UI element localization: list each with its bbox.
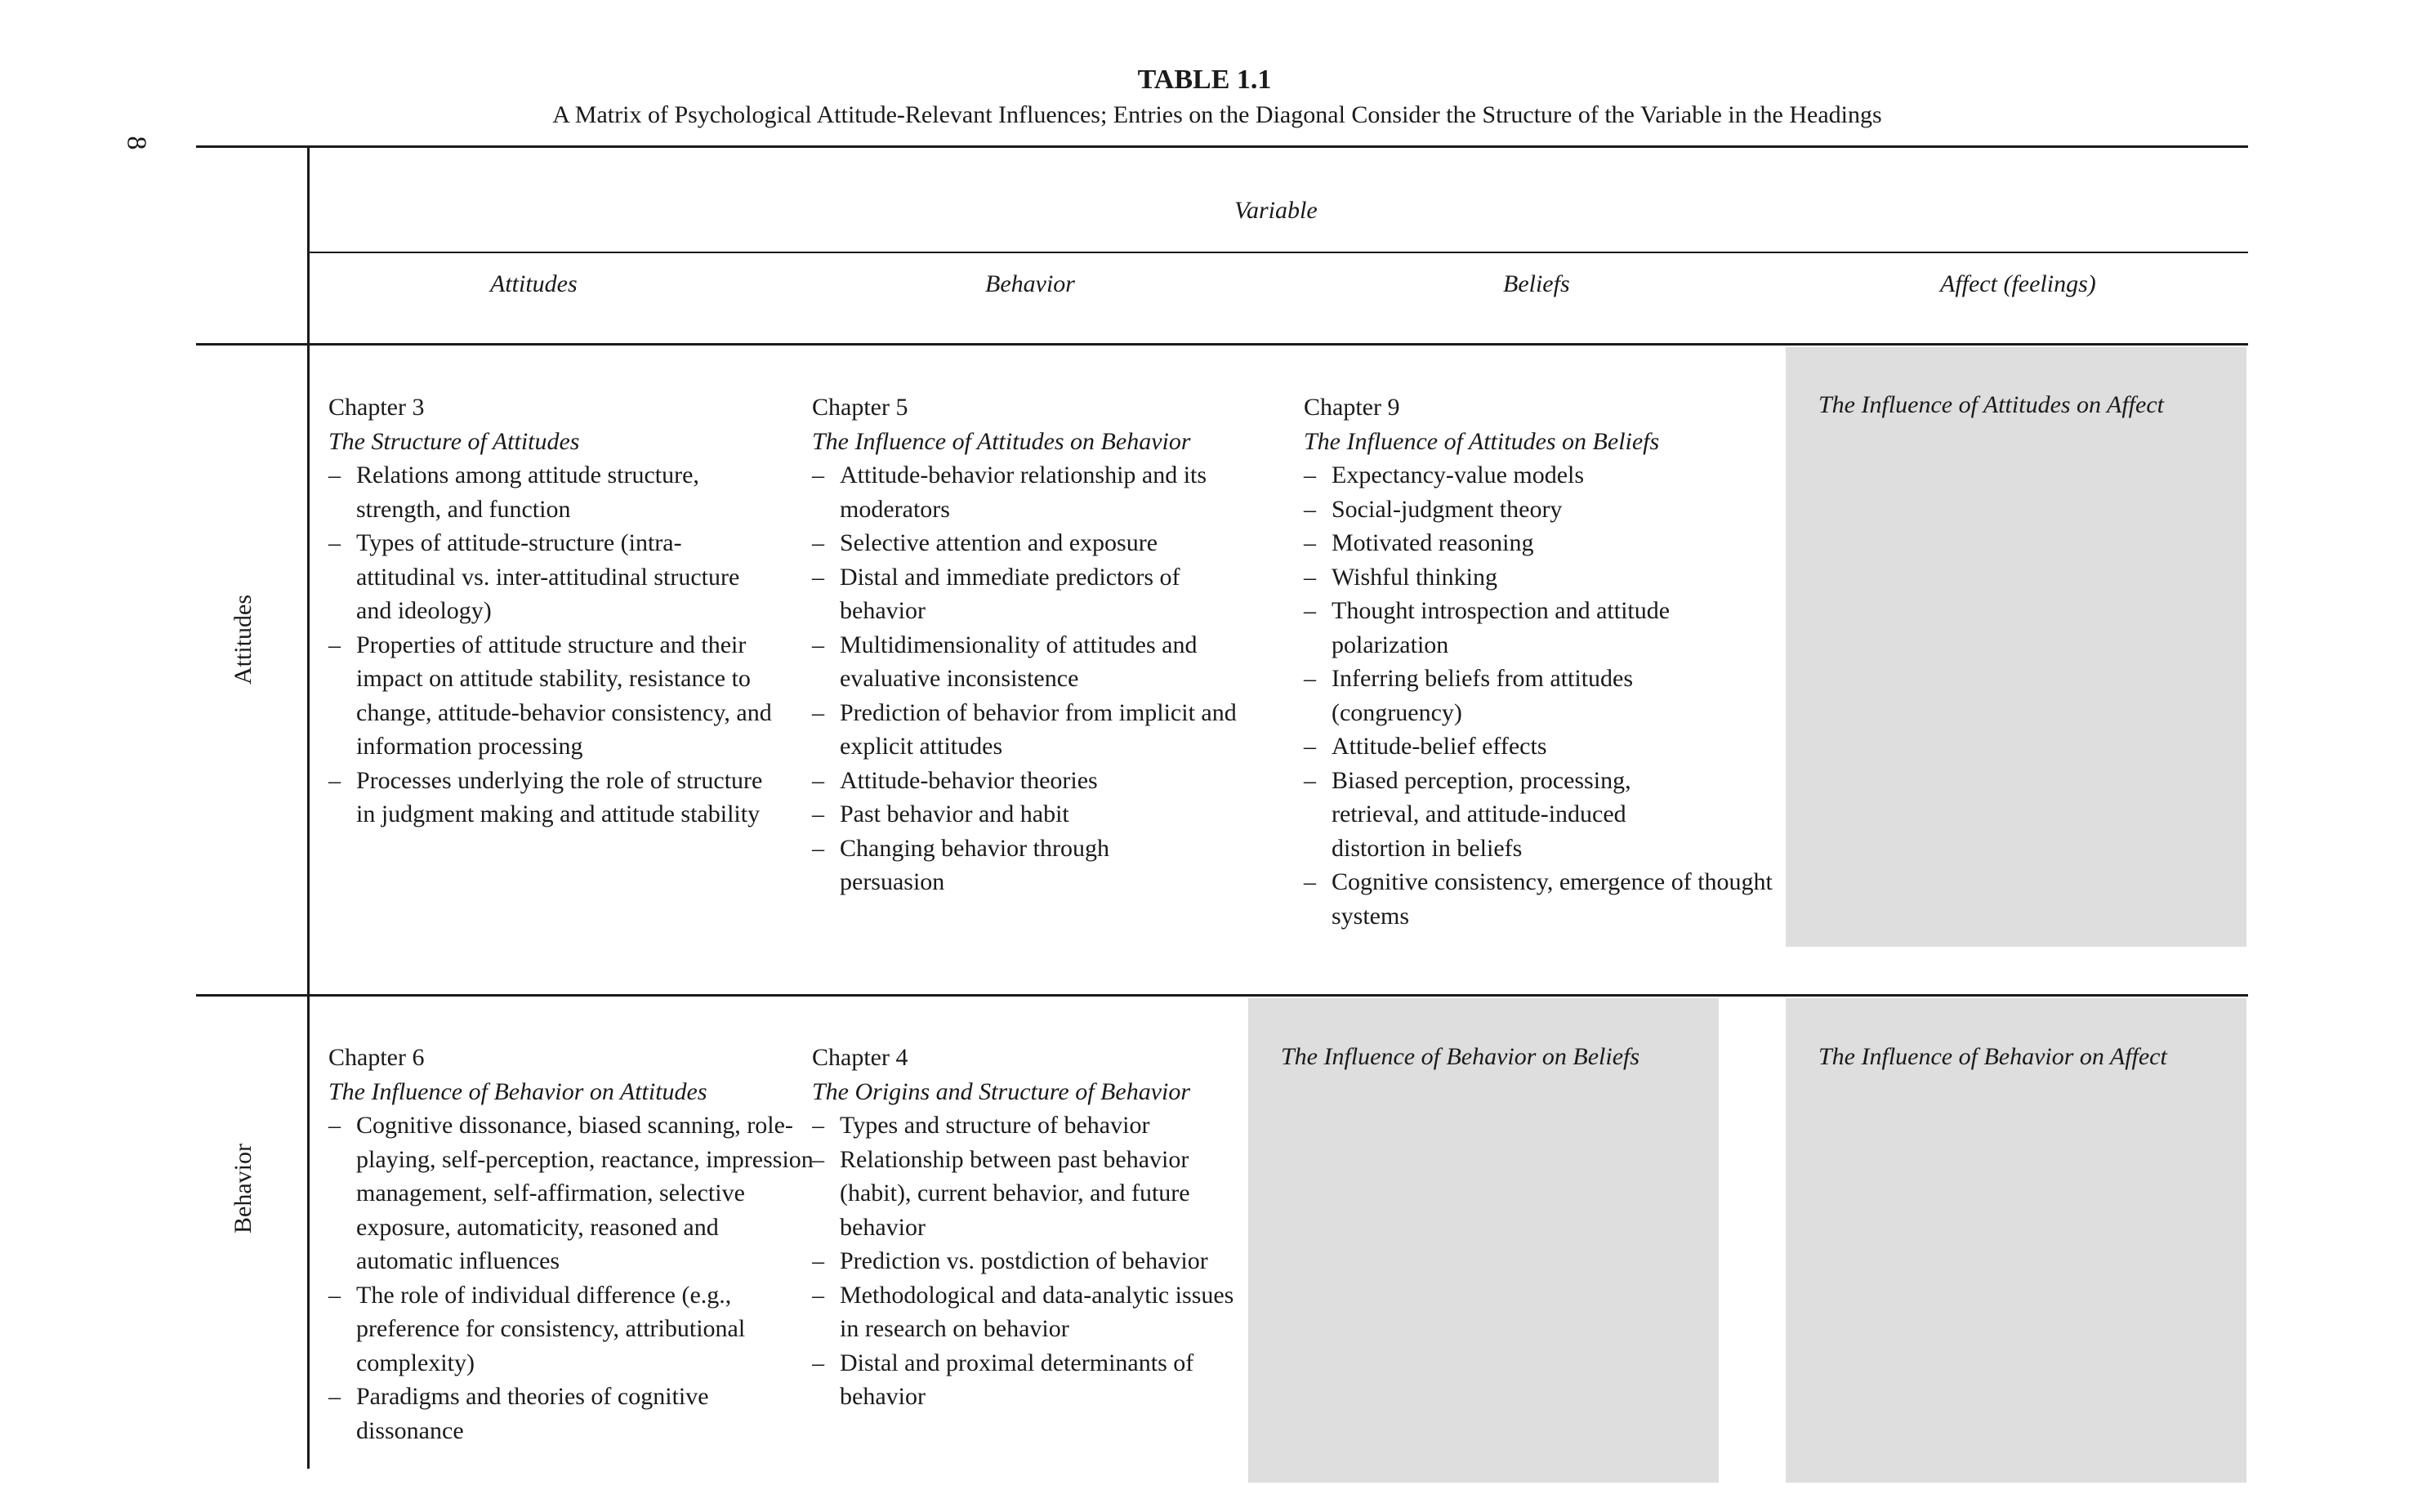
- chapter-subtitle: The Structure of Attitudes: [328, 427, 580, 455]
- topic-list: [328, 458, 786, 832]
- list-item: – Wishful thinking: [1304, 560, 1773, 595]
- list-item: – Social-judgment theory: [1304, 493, 1773, 527]
- row-header-attitudes: Attitudes: [230, 595, 257, 685]
- list-item: – Relationship between past behavior (habit), current behavior, and future behavior: [812, 1143, 1245, 1245]
- row-divider-rule: [196, 994, 2248, 997]
- list-item: – Multidimensionality of attitudes and evaluative inconsistence: [812, 628, 1281, 696]
- topic-list: [812, 1108, 1245, 1414]
- spanner-rule: [307, 252, 2248, 253]
- table-title: TABLE 1.1: [1137, 65, 1272, 95]
- list-item: – Motivated reasoning: [1304, 526, 1773, 560]
- list-item: – Relations among attitude structure, strength, and function: [328, 458, 781, 526]
- list-item: – Types of attitude-structure (intra-attitudinal vs. inter-attitudinal structure and ideology): [328, 526, 781, 628]
- cell-attitudes-beliefs: [1304, 390, 1773, 933]
- column-header-affect: Affect (feelings): [1940, 270, 2096, 297]
- chapter-label: Chapter 9: [1304, 394, 1400, 421]
- list-item: – Expectancy-value models: [1304, 458, 1773, 493]
- chapter-label: Chapter 6: [328, 1044, 425, 1071]
- topic-list: [812, 458, 1269, 899]
- list-item: – Changing behavior through persuasion: [812, 832, 1191, 899]
- list-item: – Distal and immediate predictors of behavior: [812, 560, 1248, 628]
- list-item: – Types and structure of behavior: [812, 1108, 1245, 1143]
- list-item: – Cognitive consistency, emergence of thought systems: [1304, 865, 1789, 933]
- chapter-label: Chapter 5: [812, 394, 908, 421]
- chapter-subtitle: The Influence of Attitudes on Beliefs: [1304, 427, 1660, 455]
- cell-behavior-attitudes: [328, 1041, 814, 1447]
- cell-attitudes-behavior: [812, 390, 1269, 899]
- list-item: – Selective attention and exposure: [812, 526, 1297, 560]
- list-item: – Methodological and data-analytic issues in research on behavior: [812, 1278, 1245, 1346]
- list-item: – Properties of attitude structure and their impact on attitude stability, resistance to change, attitude-behavior consistency, and information processing: [328, 628, 781, 764]
- column-header-behavior: Behavior: [985, 270, 1075, 297]
- topic-list: [328, 1108, 814, 1447]
- list-item: – Cognitive dissonance, biased scanning, role-playing, self-perception, reactance, impression management, self-affirmation, selective exposure, automaticity, reasoned and automatic influences: [328, 1108, 814, 1278]
- list-item: – Prediction vs. postdiction of behavior: [812, 1244, 1245, 1278]
- list-item: – Paradigms and theories of cognitive dissonance: [328, 1380, 781, 1447]
- cell-attitudes-affect-title: The Influence of Attitudes on Affect: [1818, 391, 2164, 418]
- chapter-subtitle: The Origins and Structure of Behavior: [812, 1077, 1191, 1105]
- cell-behavior-affect-title: The Influence of Behavior on Affect: [1818, 1043, 2167, 1070]
- cell-attitudes-affect: [1786, 347, 2246, 947]
- cell-attitudes-attitudes: [328, 390, 786, 832]
- list-item: – The role of individual difference (e.g., preference for consistency, attributional complexity): [328, 1278, 781, 1380]
- list-item: – Prediction of behavior from implicit and explicit attitudes: [812, 696, 1281, 764]
- chapter-subtitle: The Influence of Behavior on Attitudes: [328, 1077, 707, 1105]
- cell-behavior-behavior: [812, 1041, 1245, 1414]
- header-bottom-rule: [196, 343, 2248, 346]
- list-item: – Attitude-behavior relationship and its moderators: [812, 458, 1297, 526]
- table-top-rule: [196, 145, 2248, 148]
- list-item: – Processes underlying the role of structure in judgment making and attitude stability: [328, 764, 781, 832]
- chapter-subtitle: The Influence of Attitudes on Behavior: [812, 427, 1191, 455]
- list-item: – Thought introspection and attitude polarization: [1304, 594, 1773, 662]
- chapter-label: Chapter 3: [328, 394, 425, 421]
- column-header-attitudes: Attitudes: [490, 270, 578, 297]
- spanner-variable: Variable: [1234, 197, 1318, 224]
- row-header-behavior: Behavior: [230, 1144, 257, 1233]
- topic-list: [1304, 458, 1773, 933]
- cell-behavior-beliefs-title: The Influence of Behavior on Beliefs: [1281, 1043, 1640, 1070]
- list-item: – Distal and proximal determinants of behavior: [812, 1346, 1245, 1414]
- list-item: – Attitude-behavior theories: [812, 764, 1281, 798]
- list-item: – Past behavior and habit: [812, 797, 1281, 832]
- column-header-beliefs: Beliefs: [1503, 270, 1570, 297]
- table-caption: A Matrix of Psychological Attitude-Relevant Influences; Entries on the Diagonal Consider the Structure of the Variable in the Headings: [552, 101, 1882, 128]
- page-number: 8: [121, 136, 152, 150]
- chapter-label: Chapter 4: [812, 1044, 908, 1071]
- list-item: – Inferring beliefs from attitudes (congruency): [1304, 662, 1740, 729]
- list-item: – Biased perception, processing, retrieval, and attitude-induced distortion in beliefs: [1304, 764, 1724, 866]
- list-item: – Attitude-belief effects: [1304, 729, 1773, 764]
